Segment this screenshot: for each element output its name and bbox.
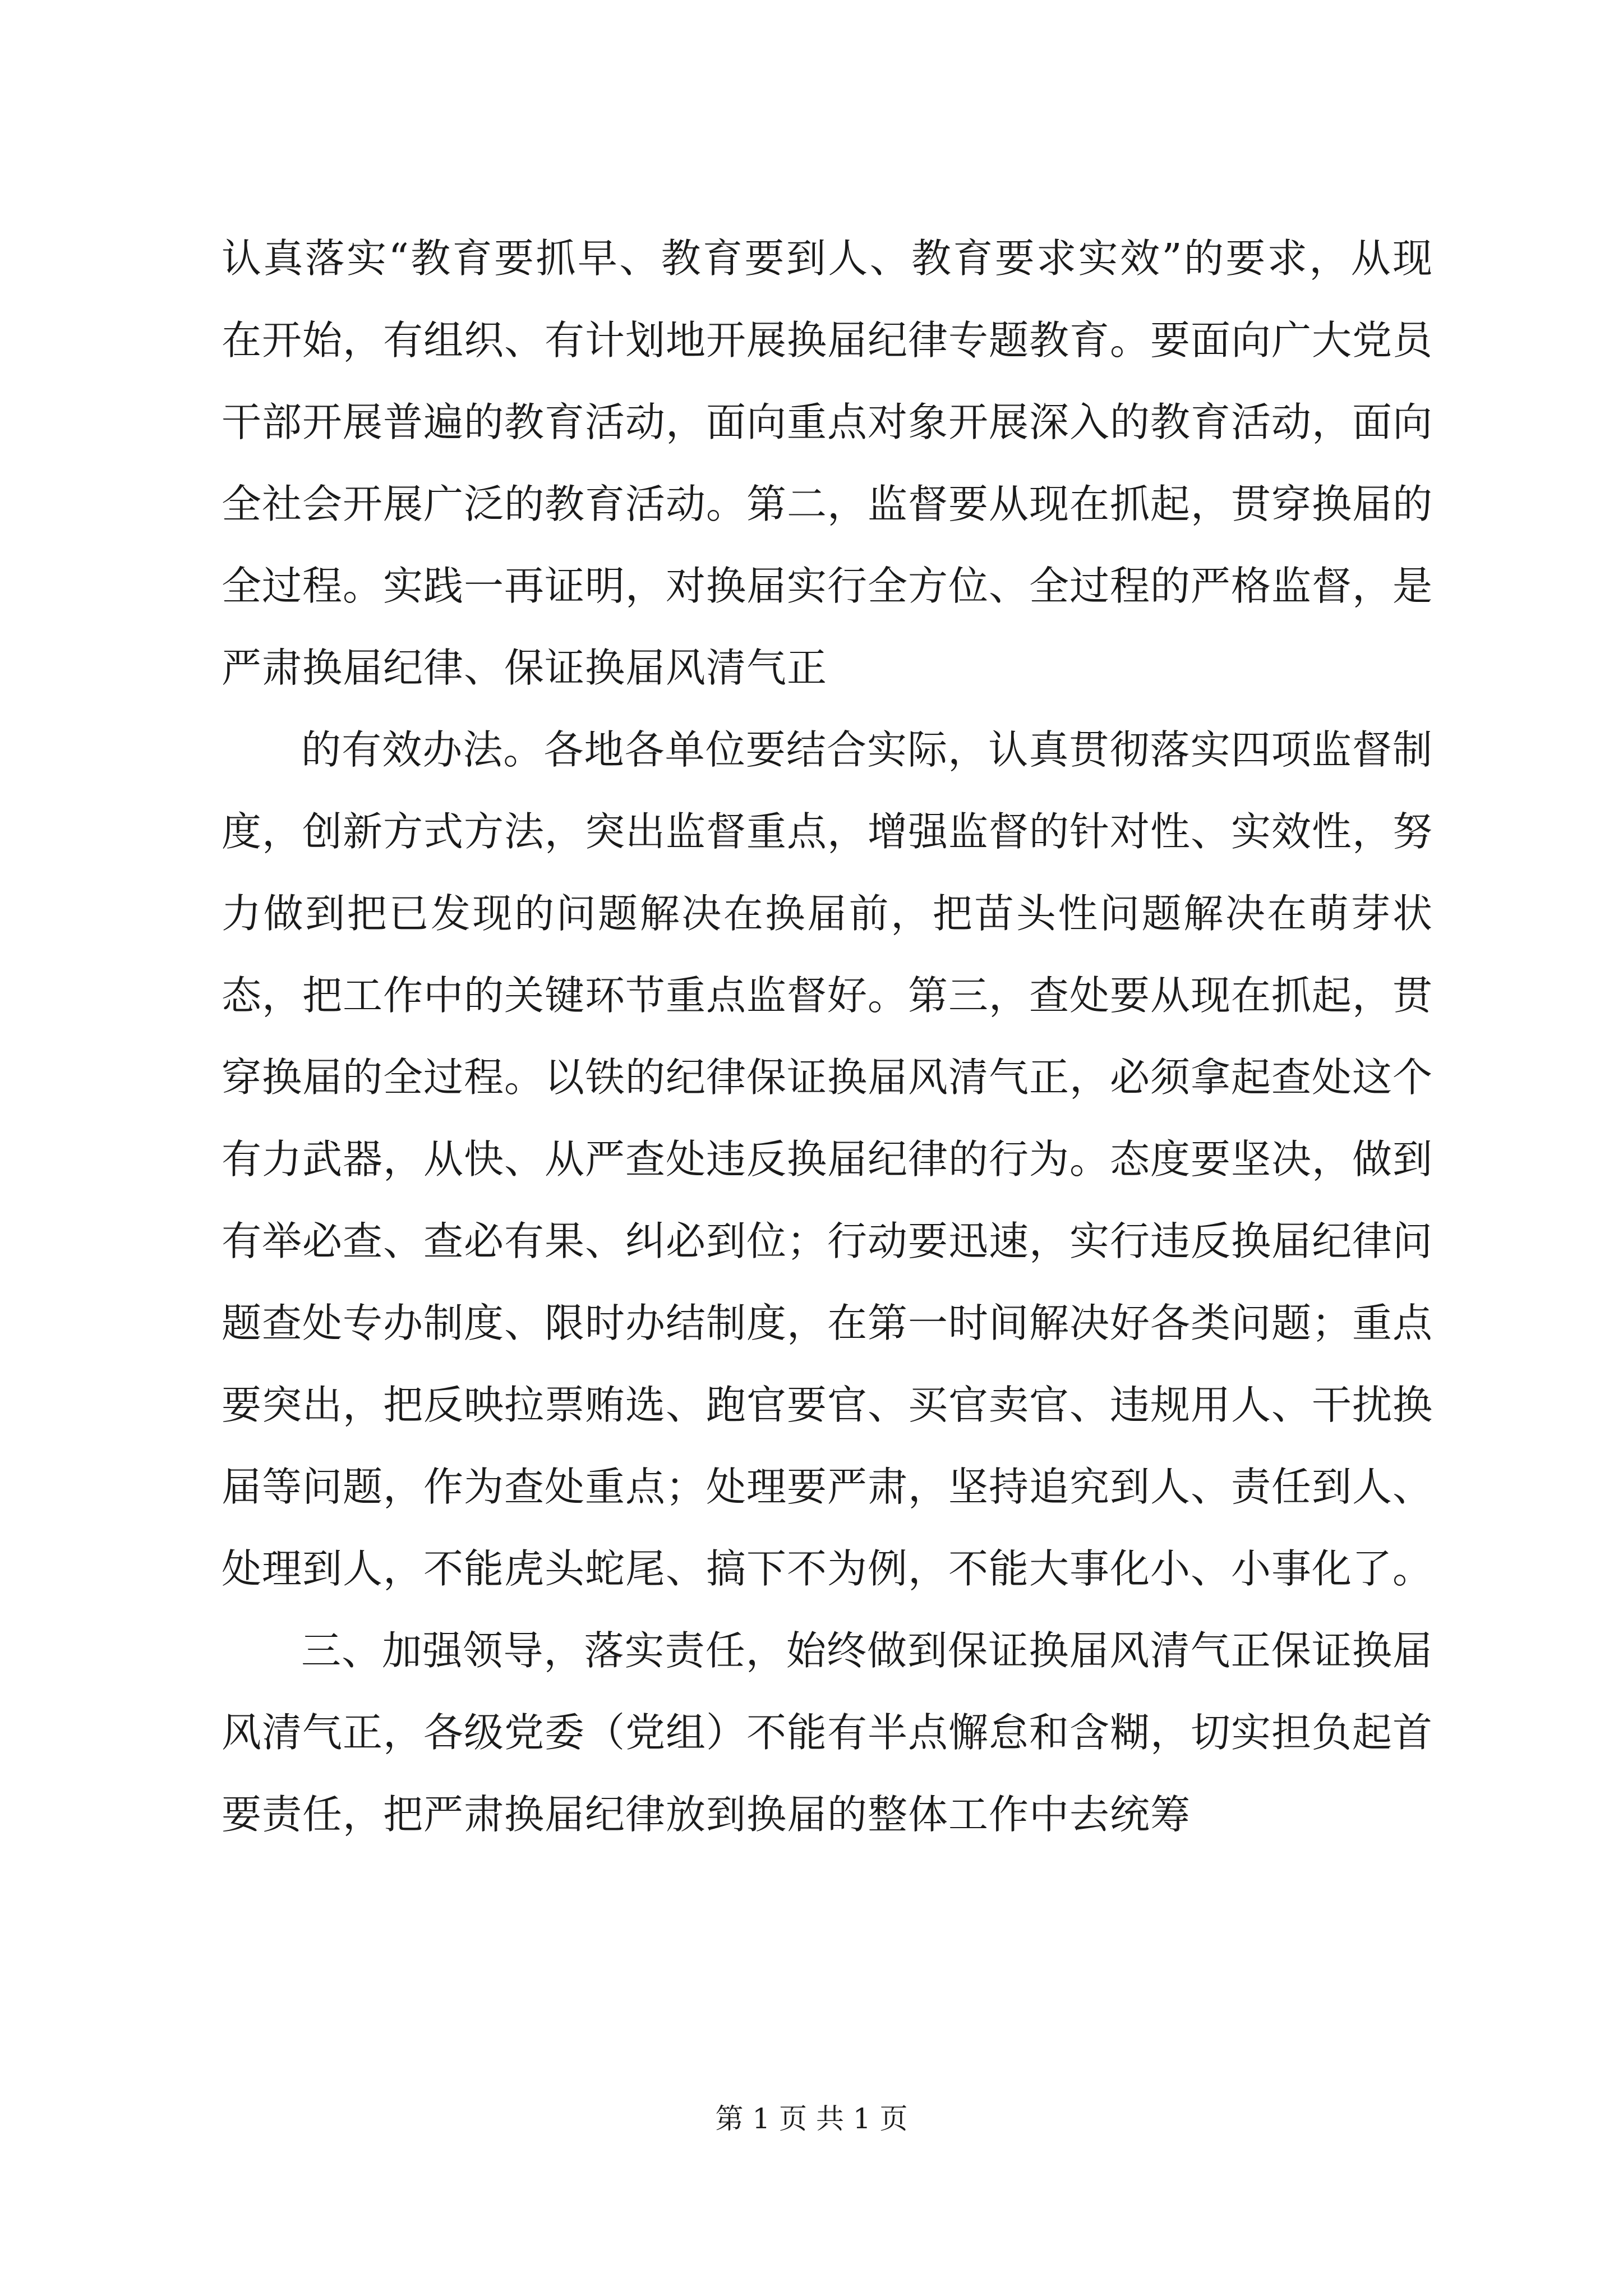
page-footer: [0, 2099, 1623, 2138]
document-body: [222, 218, 1433, 1856]
paragraph-2: 的有效办法。各地各单位要结合实际，认真贯彻落实四项监督制度，创新方式方法，突出监督重点，增强监督的针对性、实效性，努力做到把已发现的问题解决在换届前，把苗头性问题解决在萌芽状态，把工作中的关键环节重点监督好。第三，查处要从现在抓起，贯穿换届的全过程。以铁的纪律保证换届风清气正，必须拿起查处这个有力武器，从快、从严查处违反换届纪律的行为。态度要坚决，做到有举必查、查必有果、纠必到位；行动要迅速，实行违反换届纪律问题查处专办制度、限时办结制度，在第一时间解决好各类问题；重点要突出，把反映拉票贿选、跑官要官、买官卖官、违规用人、干扰换届等问题，作为查处重点；处理要严肃，坚持追究到人、责任到人、处理到人，不能虎头蛇尾、搞下不为例，不能大事化小、小事化了。: [222, 726, 1433, 1592]
page-number-label: 第 1 页 共 1 页: [715, 2102, 908, 2135]
paragraph-3: 三、加强领导，落实责任，始终做到保证换届风清气正保证换届风清气正，各级党委（党组）不能有半点懈怠和含糊，切实担负起首要责任，把严肃换届纪律放到换届的整体工作中去统筹: [222, 1627, 1433, 1838]
paragraph-1: 认真落实“教育要抓早、教育要到人、教育要求实效”的要求，从现在开始，有组织、有计划地开展换届纪律专题教育。要面向广大党员干部开展普遍的教育活动，面向重点对象开展深入的教育活动，面向全社会开展广泛的教育活动。第二，监督要从现在抓起，贯穿换届的全过程。实践一再证明，对换届实行全方位、全过程的严格监督，是严肃换届纪律、保证换届风清气正: [222, 235, 1433, 691]
